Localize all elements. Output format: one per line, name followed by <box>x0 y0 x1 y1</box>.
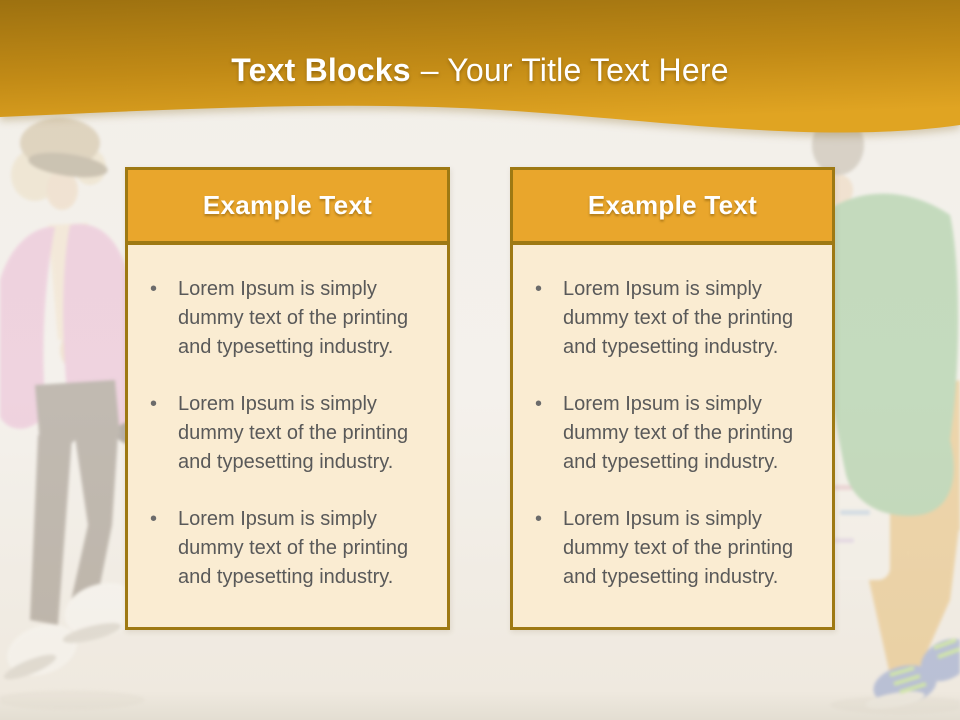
bullet-item <box>140 505 429 592</box>
title-text-bold: Text Blocks <box>231 52 411 88</box>
title-text-regular: – Your Title Text Here <box>420 52 729 88</box>
bullet-list-left <box>128 245 447 592</box>
bullet-dot: • <box>535 393 543 415</box>
bullet-item <box>525 505 814 592</box>
bullet-item <box>140 390 429 477</box>
text-box-left-header: Example Text <box>128 170 447 245</box>
bullet-dot: • <box>150 393 158 415</box>
text-box-right <box>510 167 835 630</box>
text-box-left <box>125 167 450 630</box>
bullet-text: Lorem Ipsum is simply dummy text of the printing and typesetting industry. <box>178 393 409 473</box>
bullet-item <box>140 275 429 362</box>
bullet-text: Lorem Ipsum is simply dummy text of the printing and typesetting industry. <box>563 393 794 473</box>
bullet-dot: • <box>535 508 543 530</box>
bullet-dot: • <box>150 278 158 300</box>
bullet-item <box>525 390 814 477</box>
bullet-text: Lorem Ipsum is simply dummy text of the printing and typesetting industry. <box>563 508 794 588</box>
bullet-list-right <box>513 245 832 592</box>
bullet-text: Lorem Ipsum is simply dummy text of the printing and typesetting industry. <box>178 278 409 358</box>
bullet-dot: • <box>535 278 543 300</box>
bullet-item <box>525 275 814 362</box>
bullet-dot: • <box>150 508 158 530</box>
text-box-right-header: Example Text <box>513 170 832 245</box>
bullet-text: Lorem Ipsum is simply dummy text of the printing and typesetting industry. <box>563 278 794 358</box>
slide-title <box>0 52 960 89</box>
bullet-text: Lorem Ipsum is simply dummy text of the printing and typesetting industry. <box>178 508 409 588</box>
